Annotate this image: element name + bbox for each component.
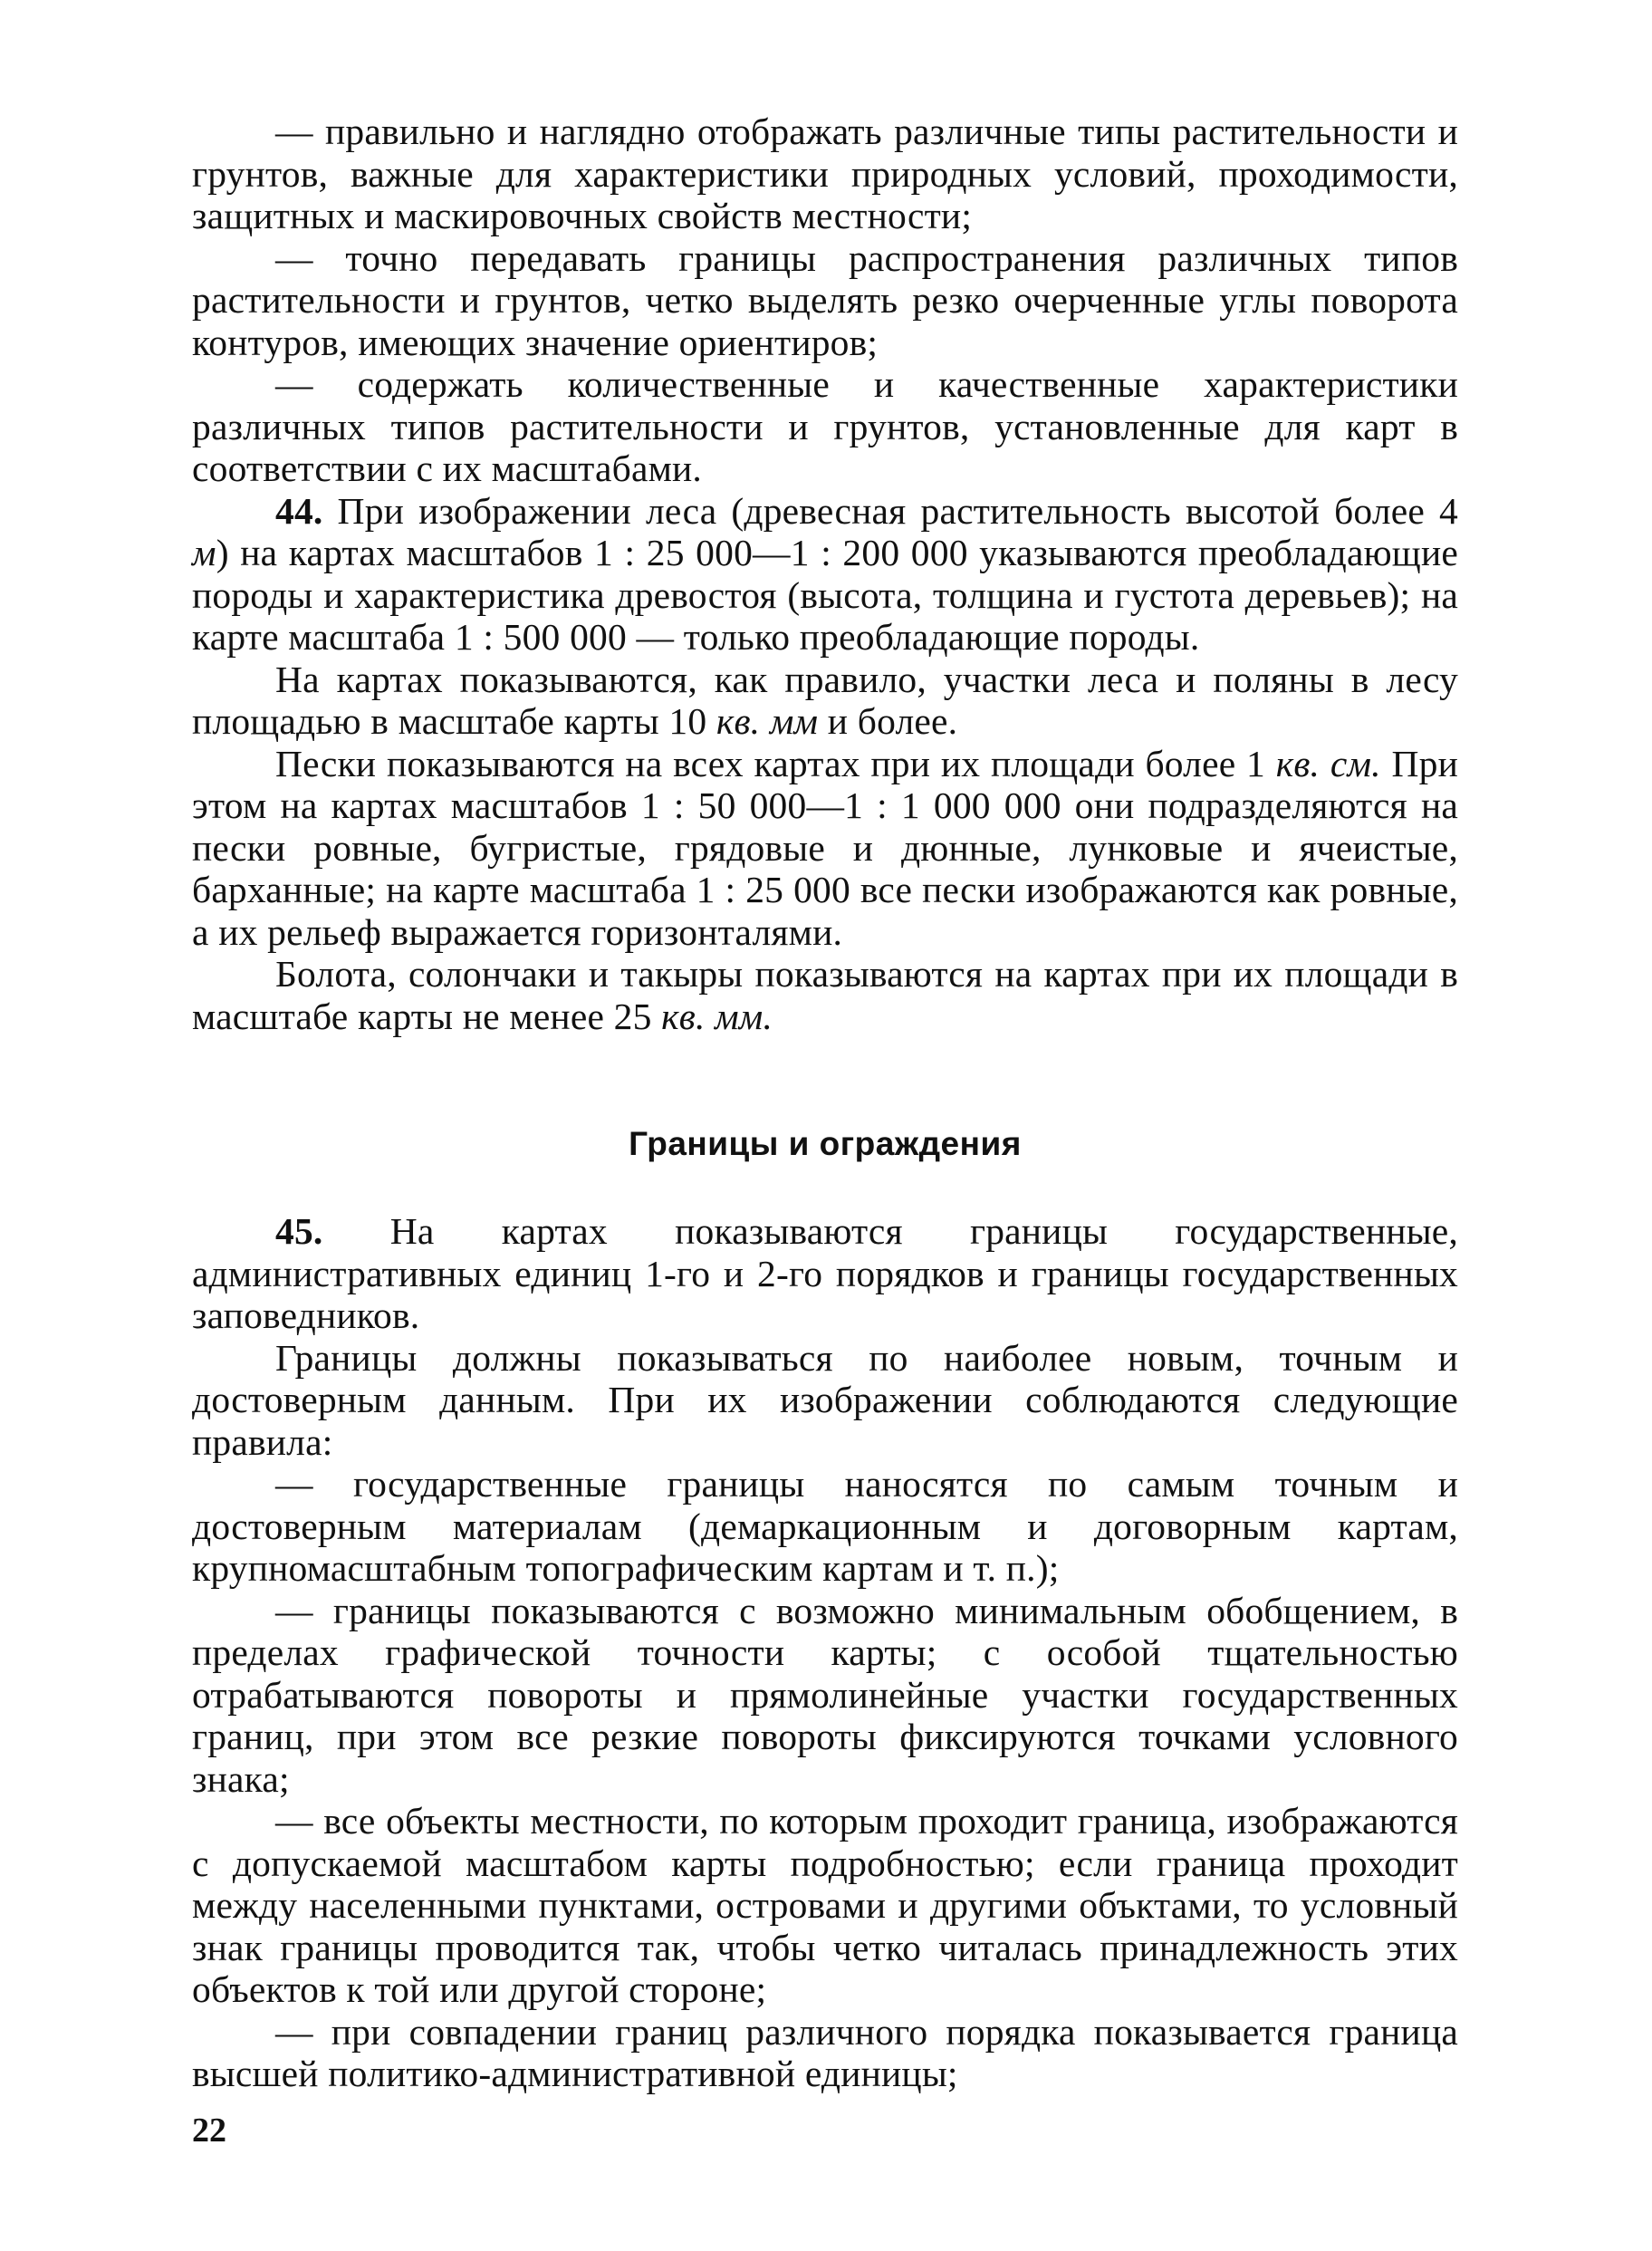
paragraph-swamps: Болота, солончаки и такыры показываются на картах при их площади в масштабе карты не менее 25 кв. мм. [192, 953, 1458, 1037]
rule-state-borders: — государственные границы наносятся по самым точным и достоверным материалам (демаркационным и договорным картам, крупномасштабным топографическим картам и т. п.); [192, 1463, 1458, 1589]
section-44: 44. При изображении леса (древесная растительность высотой более 4 м) на картах масштабов 1 : 25 000—1 : 200 000 указываются преобладающие породы и характеристика древостоя (высота, толщина и густота деревьев); на карте масштаба 1 : 500 000 — только преобладающие породы. [192, 489, 1458, 658]
section-44-number: 44. [275, 489, 323, 532]
section-45: 45. На картах показываются границы государственные, административных единиц 1-го и 2-го порядков и границы государственных заповедников. [192, 1210, 1458, 1336]
rule-terrain-objects: — все объекты местности, по которым проходит граница, изображаются с допускаемой масштабом карты подробностью; если граница проходит между населенными пунктами, островами и другими объктами, то условный знак границы проводится так, чтобы четко читалась принадлежность этих объектов к той или другой стороне; [192, 1800, 1458, 2010]
paragraph-sands: Пески показываются на всех картах при их площади более 1 кв. см. При этом на картах масштабов 1 : 50 000—1 : 1 000 000 они подразделяются на пески ровные, бугристые, грядовые и дюнные, лунковые и ячеистые, барханные; на карте масштаба 1 : 25 000 все пески изображаются как ровные, а их рельеф выражается горизонталями. [192, 742, 1459, 953]
paragraph-vegetation-characteristics: — содержать количественные и качественные характеристики различных типов растительности и грунтов, установленные для карт в соответствии с их масштабами. [192, 363, 1458, 489]
section-heading: Границы и ограждения [629, 1125, 1022, 1162]
page-content [192, 111, 1458, 2095]
paragraph-border-rules-intro: Границы должны показываться по наиболее новым, точным и достоверным данным. При их изображении соблюдаются следующие правила: [192, 1336, 1458, 1463]
rule-coinciding-borders: — при совпадении границ различного порядка показывается граница высшей политико-административной единицы; [192, 2010, 1458, 2094]
page-number: 22 [192, 2112, 226, 2150]
section-45-number: 45. [275, 1210, 323, 1252]
rule-minimal-generalization: — границы показываются с возможно минимальным обобщением, в пределах графической точности карты; с особой тщательностью отрабатываются повороты и прямолинейные участки государственных границ, при этом все резкие повороты фиксируются точками условного знака; [192, 1589, 1458, 1800]
paragraph-vegetation-display: — правильно и наглядно отображать различные типы растительности и грунтов, важные для характеристики природных условий, проходимости, защитных и маскировочных свойств местности; [192, 111, 1458, 236]
paragraph-forest-areas: На картах показываются, как правило, участки леса и поляны в лесу площадью в масштабе карты 10 кв. мм и более. [192, 658, 1458, 742]
paragraph-vegetation-borders: — точно передавать границы распространения различных типов растительности и грунтов, четко выделять резко очерченные углы поворота контуров, имеющих значение ориентиров; [192, 236, 1458, 363]
